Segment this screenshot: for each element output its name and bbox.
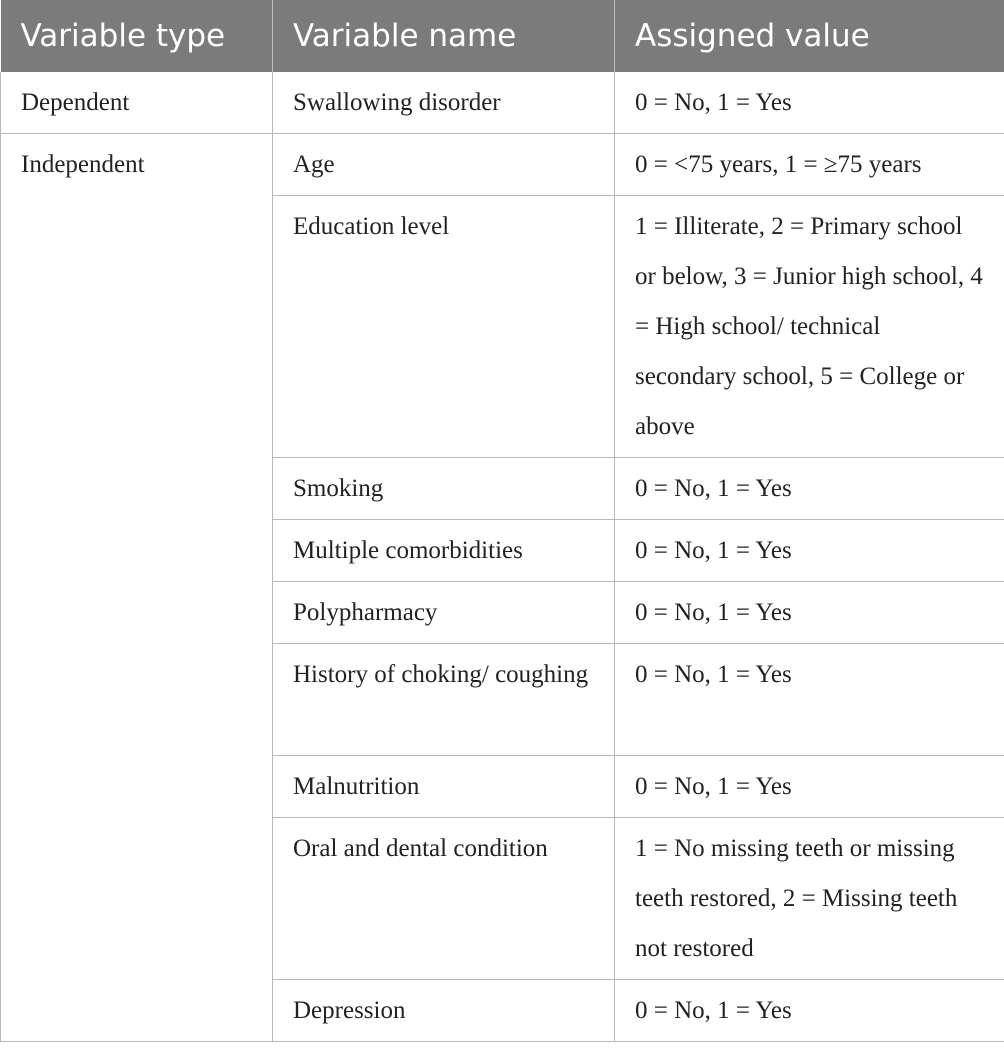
table-row xyxy=(1,818,1004,980)
variable-type-cell: Independent xyxy=(1,134,273,196)
variable-name-cell: Age xyxy=(273,134,615,196)
table-row xyxy=(1,72,1004,134)
header-assigned-value: Assigned value xyxy=(615,0,1004,72)
header-variable-type: Variable type xyxy=(1,0,273,72)
table-row xyxy=(1,582,1004,644)
header-variable-name: Variable name xyxy=(273,0,615,72)
variable-type-cell xyxy=(1,756,273,818)
table-row xyxy=(1,458,1004,520)
variable-name-cell: Education level xyxy=(273,196,615,458)
table-row xyxy=(1,644,1004,756)
variable-name-cell: Malnutrition xyxy=(273,756,615,818)
variable-type-cell xyxy=(1,458,273,520)
table-row xyxy=(1,520,1004,582)
table-row xyxy=(1,980,1004,1042)
variable-type-cell xyxy=(1,980,273,1042)
variable-type-cell xyxy=(1,520,273,582)
table-header xyxy=(1,0,1004,72)
assigned-value-cell: 0 = <75 years, 1 = ≥75 years xyxy=(615,134,1004,196)
table-row xyxy=(1,196,1004,458)
variable-name-cell: Smoking xyxy=(273,458,615,520)
assigned-value-cell: 0 = No, 1 = Yes xyxy=(615,458,1004,520)
assigned-value-cell: 0 = No, 1 = Yes xyxy=(615,756,1004,818)
variable-type-cell: Dependent xyxy=(1,72,273,134)
variable-name-cell: Swallowing disorder xyxy=(273,72,615,134)
variable-type-cell xyxy=(1,644,273,756)
assigned-value-cell: 0 = No, 1 = Yes xyxy=(615,582,1004,644)
assigned-value-cell: 1 = No missing teeth or missing teeth restored, 2 = Missing teeth not restored xyxy=(615,818,1004,980)
assigned-value-cell: 1 = Illiterate, 2 = Primary school or below, 3 = Junior high school, 4 = High school/ technical secondary school, 5 = College or above xyxy=(615,196,1004,458)
variable-name-cell: Oral and dental condition xyxy=(273,818,615,980)
variable-type-cell xyxy=(1,582,273,644)
table-row xyxy=(1,756,1004,818)
variable-type-cell xyxy=(1,196,273,458)
assigned-value-cell: 0 = No, 1 = Yes xyxy=(615,980,1004,1042)
table-body xyxy=(1,72,1004,1042)
variable-name-cell: History of choking/ coughing xyxy=(273,644,615,756)
variable-name-cell: Multiple comorbidities xyxy=(273,520,615,582)
variable-type-cell xyxy=(1,818,273,980)
table-row xyxy=(1,134,1004,196)
assigned-value-cell: 0 = No, 1 = Yes xyxy=(615,644,1004,756)
variable-name-cell: Depression xyxy=(273,980,615,1042)
assigned-value-cell: 0 = No, 1 = Yes xyxy=(615,72,1004,134)
assigned-value-cell: 0 = No, 1 = Yes xyxy=(615,520,1004,582)
header-row xyxy=(1,0,1004,72)
variable-name-cell: Polypharmacy xyxy=(273,582,615,644)
